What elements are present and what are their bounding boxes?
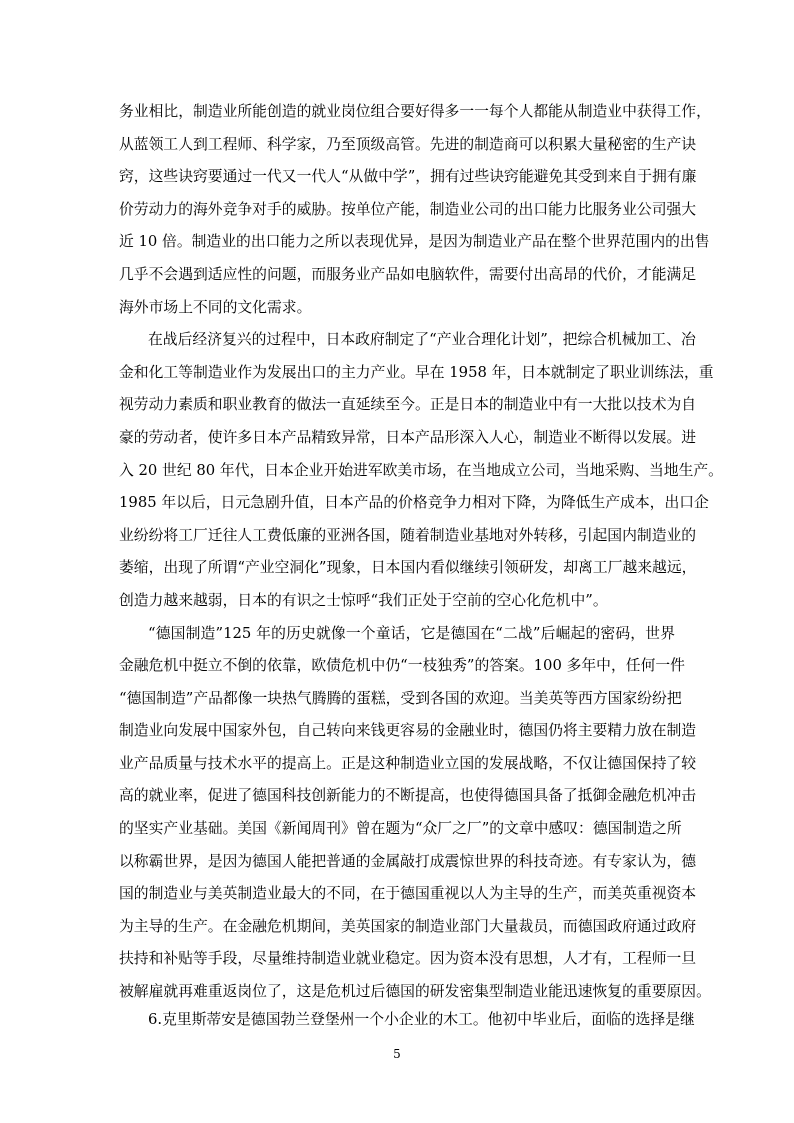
article-body: [119, 96, 723, 1009]
text-line: 金和化工等制造业作为发展出口的主力产业。早在 1958 年，日本就制定了职业训练法，重: [119, 363, 714, 381]
text-line: “德国制造”125 年的历史就像一个童话，它是德国在“二战”后崛起的密码，世界: [148, 624, 675, 642]
text-line: “德国制造”产品都像一块热气腾腾的蛋糕，受到各国的欢迎。当美英等西方国家纷纷把: [119, 689, 682, 707]
text-line: 1985 年以后，日元急剧升值，日本产品的价格竞争力相对下降，为降低生产成本，出口企: [119, 494, 709, 512]
text-line: 被解雇就再难重返岗位了，这是危机过后德国的研发密集型制造业能迅速恢复的重要原因。: [119, 983, 711, 1001]
text-line: 的坚实产业基础。美国《新闻周刊》曾在题为“众厂之厂”的文章中感叹：德国制造之所: [119, 820, 682, 838]
text-line: 创造力越来越弱，日本的有识之士惊呼“我们正处于空前的空心化危机中”。: [119, 591, 608, 609]
text-line: 业纷纷将工厂迁往人工费低廉的亚洲各国，随着制造业基地对外转移，引起国内制造业的: [119, 526, 697, 544]
text-line: 豪的劳动者，使许多日本产品精致异常，日本产品形深入人心，制造业不断得以发展。进: [119, 428, 697, 446]
text-line: 在战后经济复兴的过程中，日本政府制定了“产业合理化计划”，把综合机械加工、冶: [148, 331, 696, 349]
text-line: 以称霸世界，是因为德国人能把普通的金属敲打成震惊世界的科技奇迹。有专家认为，德: [119, 852, 697, 870]
paragraph-germany: [119, 618, 711, 1009]
question-6: 6.克里斯蒂安是德国勃兰登堡州一个小企业的木工。他初中毕业后，面临的选择是继: [148, 1011, 695, 1028]
text-line: 窍，这些诀窍要通过一代又一代人“从做中学”，拥有过些诀窍能避免其受到来自于拥有廉: [119, 168, 697, 186]
text-line: 海外市场上不同的文化需求。: [119, 298, 312, 316]
text-line: 高的就业率，促进了德国科技创新能力的不断提高，也使得德国具备了抵御金融危机冲击: [119, 787, 697, 805]
paragraph-japan: [119, 324, 723, 617]
paragraph-service-comparison: [119, 96, 711, 324]
text-line: 国的制造业与美英制造业最大的不同，在于德国重视以人为主导的生产，而美英重视资本: [119, 885, 697, 903]
text-line: 扶持和补贴等手段，尽量维持制造业就业稳定。因为资本没有思想，人才有，工程师一旦: [119, 950, 697, 968]
text-line: 金融危机中挺立不倒的依靠，欧债危机中仍“一枝独秀”的答案。100 多年中，任何一件: [119, 657, 685, 675]
text-line: 近 10 倍。制造业的出口能力之所以表现优异，是因为制造业产品在整个世界范围内的出售: [119, 233, 710, 251]
text-line: 从蓝领工人到工程师、科学家，乃至顶级高管。先进的制造商可以积累大量秘密的生产诀: [119, 135, 697, 153]
text-line: 业产品质量与技术水平的提高上。正是这种制造业立国的发展战略，不仅让德国保持了较: [119, 754, 697, 772]
text-line: 制造业向发展中国家外包，自己转向来钱更容易的金融业时，德国仍将主要精力放在制造: [119, 722, 697, 740]
text-line: 入 20 世纪 80 年代，日本企业开始进军欧美市场，在当地成立公司，当地采购、当地生产。: [119, 461, 723, 479]
text-line: 为主导的生产。在金融危机期间，美英国家的制造业部门大量裁员，而德国政府通过政府: [119, 917, 697, 935]
text-line: 务业相比，制造业所能创造的就业岗位组合要好得多一一每个人都能从制造业中获得工作，: [119, 103, 711, 120]
page-number: 5: [393, 1047, 401, 1061]
text-line: 萎缩，出现了所谓“产业空洞化”现象，日本国内看似继续引领研发，却离工厂越来越远，: [119, 559, 697, 577]
text-line: 视劳动力素质和职业教育的做法一直延续至今。正是日本的制造业中有一大批以技术为自: [119, 396, 697, 414]
text-line: 价劳动力的海外竞争对手的威胁。按单位产能，制造业公司的出口能力比服务业公司强大: [119, 200, 697, 218]
text-line: 几乎不会遇到适应性的问题，而服务业产品如电脑软件，需要付出高昂的代价，才能满足: [119, 265, 697, 283]
